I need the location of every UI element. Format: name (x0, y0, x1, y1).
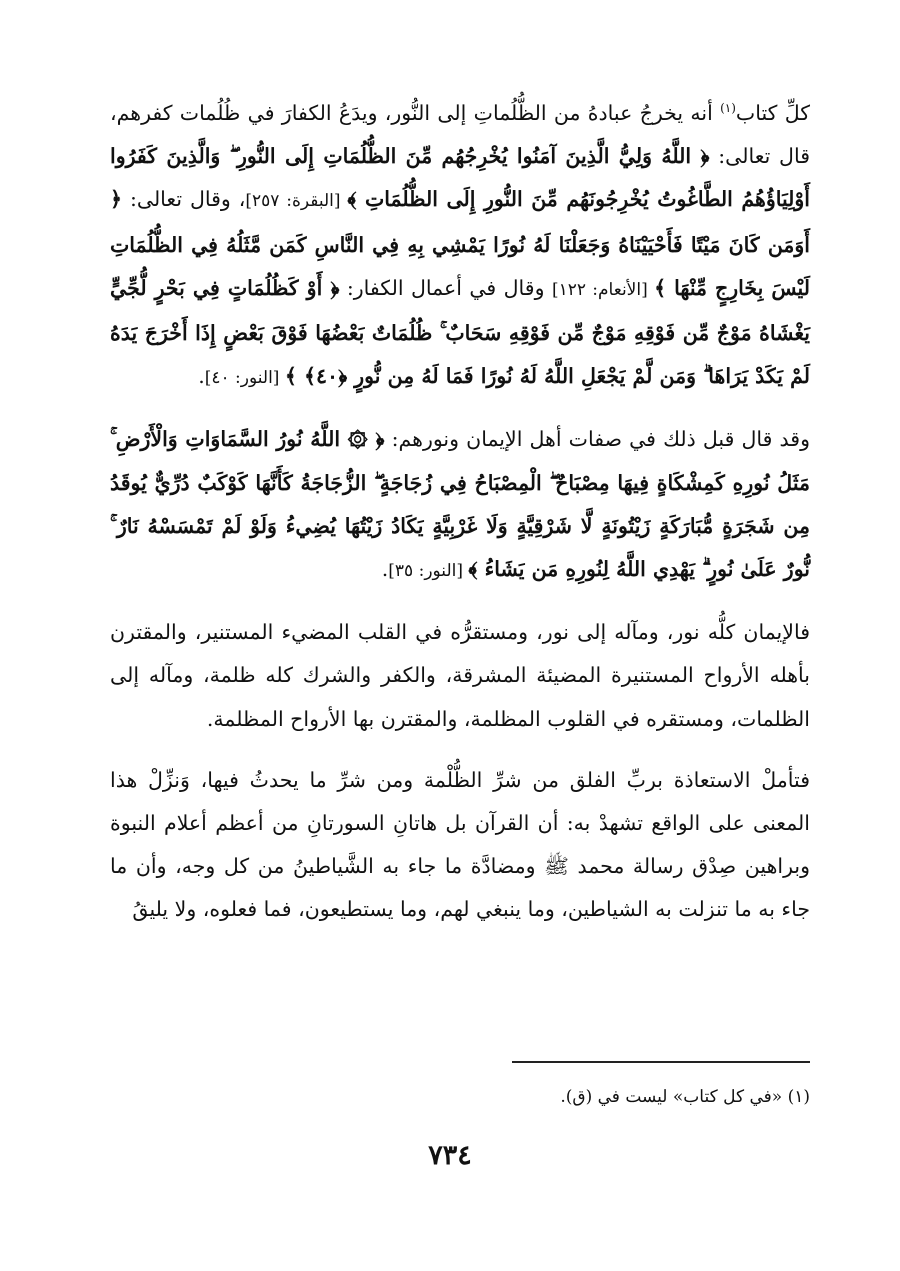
page-number: ٧٣٤ (428, 1140, 472, 1171)
paragraph (110, 759, 810, 932)
quran-verse: ﴿ اللَّهُ وَلِيُّ الَّذِينَ آمَنُوا يُخْرِجُهُم مِّنَ الظُّلُمَاتِ إِلَى النُّورِ ۖ وَالَّذِينَ كَفَرُوا أَوْلِيَاؤُهُمُ الطَّاغُوتُ يُخْرِجُونَهُم مِّنَ النُّورِ إِلَى الظُّلُمَاتِ ﴾ (110, 144, 810, 212)
body-text: . (381, 557, 389, 582)
verse-reference: [الأنعام: ١٢٢] (551, 279, 655, 300)
paragraph (110, 611, 810, 741)
body-text: فتأملْ الاستعاذة بربِّ الفلق من شرِّ الظُّلْمة ومن شرِّ ما يحدثُ فيها، وَنزِّلْ هذا المعنى على الواقع تشهدْ به: أن القرآن بل هاتانِ السورتانِ من أعظم أعلام النبوة وبراهين صِدْق رسالة محمد ﷺ ومضادَّة ما جاء به الشَّياطينُ من كل وجه، وأن ما جاء به ما تنزلت به الشياطين، وما ينبغي لهم، وما يستطيعون، فما فعلوه، ولا يليقُ (110, 767, 810, 922)
paragraph-text (110, 418, 810, 593)
body-text: وقد قال قبل ذلك في صفات أهل الإيمان ونورهم: (384, 427, 810, 452)
quran-verse: ﴿ أَوَمَن كَانَ مَيْتًا فَأَحْيَيْنَاهُ وَجَعَلْنَا لَهُ نُورًا يَمْشِي بِهِ فِي النَّاسِ كَمَن مَّثَلُهُ فِي الظُّلُمَاتِ لَيْسَ بِخَارِجٍ مِّنْهَا ﴾ (110, 187, 810, 300)
footnote: (١) «في كل كتاب» ليست في (ق). (560, 1087, 810, 1107)
footnote-divider (512, 1061, 810, 1063)
body-text: ، وقال تعالى: (122, 187, 246, 212)
paragraph (110, 92, 810, 400)
body-text: . (198, 364, 205, 389)
paragraph-text (110, 611, 810, 741)
body-text: كلِّ كتاب (735, 101, 810, 125)
paragraph (110, 418, 810, 593)
paragraph-text (110, 759, 810, 932)
verse-reference: [البقرة: ٢٥٧] (245, 191, 348, 212)
paragraph-text (110, 92, 810, 400)
main-text (110, 92, 810, 950)
verse-reference: [النور: ٣٥] (388, 561, 469, 582)
footnote-marker: (١) (720, 101, 736, 116)
body-text: وقال في أعمال الكفار: (339, 275, 552, 300)
body-text: فالإيمان كلُّه نور، ومآله إلى نور، ومستقرُّه في القلب المضيء المستنير، والمقترن بأهله الأرواح المستنيرة المضيئة المشرقة، والكفر والشرك كله ظلمة، ومآله إلى الظلمات، ومستقره في القلوب المظلمة، والمقترن بها الأرواح المظلمة. (110, 620, 810, 731)
quran-verse: ﴿ ۞ اللَّهُ نُورُ السَّمَاوَاتِ وَالْأَرْضِ ۚ مَثَلُ نُورِهِ كَمِشْكَاةٍ فِيهَا مِصْبَاحٌ ۖ الْمِصْبَاحُ فِي زُجَاجَةٍ ۖ الزُّجَاجَةُ كَأَنَّهَا كَوْكَبٌ دُرِّيٌّ يُوقَدُ مِن شَجَرَةٍ مُّبَارَكَةٍ زَيْتُونَةٍ لَّا شَرْقِيَّةٍ وَلَا غَرْبِيَّةٍ يَكَادُ زَيْتُهَا يُضِيءُ وَلَوْ لَمْ تَمْسَسْهُ نَارٌ ۚ نُّورٌ عَلَىٰ نُورٍ ۗ يَهْدِي اللَّهُ لِنُورِهِ مَن يَشَاءُ ﴾ (110, 427, 810, 582)
quran-verse: ﴿ أَوْ كَظُلُمَاتٍ فِي بَحْرٍ لُّجِّيٍّ يَغْشَاهُ مَوْجٌ مِّن فَوْقِهِ مَوْجٌ مِّن فَوْقِهِ سَحَابٌ ۚ ظُلُمَاتٌ بَعْضُهَا فَوْقَ بَعْضٍ إِذَا أَخْرَجَ يَدَهُ لَمْ يَكَدْ يَرَاهَا ۗ وَمَن لَّمْ يَجْعَلِ اللَّهُ لَهُ نُورًا فَمَا لَهُ مِن نُّورٍ ﴿٤٠﴾ ﴾ (110, 275, 810, 389)
verse-reference: [النور: ٤٠] (204, 368, 285, 389)
body-text: أنه يخرجُ عبادهُ من الظُّلُماتِ إلى النُّور، ويدَعُ الكفارَ في ظُلُمات كفرهم، قال تعالى: (110, 101, 810, 169)
